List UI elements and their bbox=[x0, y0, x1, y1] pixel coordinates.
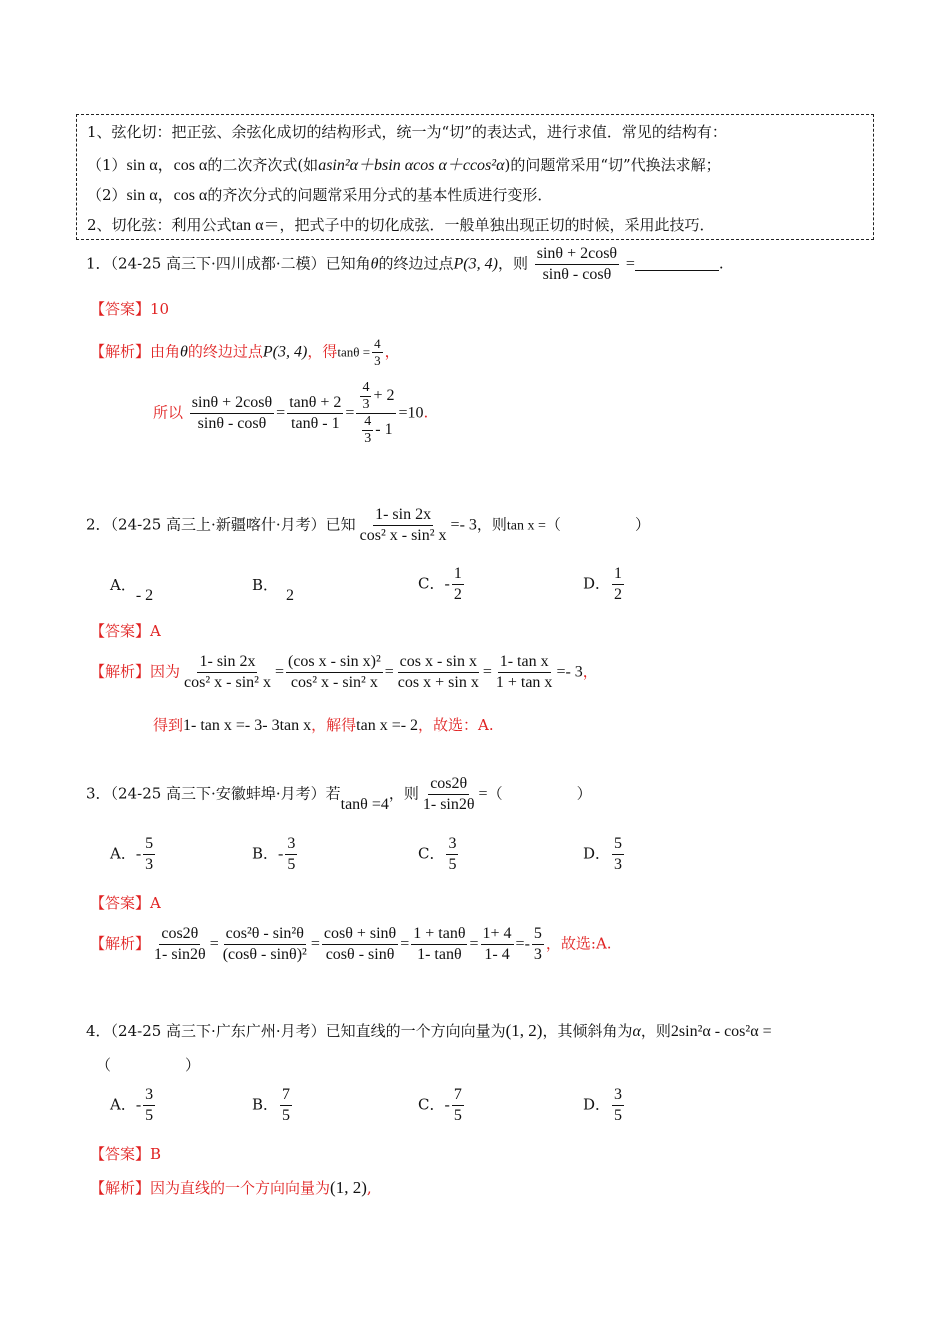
q4-vector: (1, 2) bbox=[505, 1021, 543, 1040]
q3-equals: = bbox=[478, 785, 488, 803]
q2-answer bbox=[90, 620, 161, 641]
q4-option-b-label: B． bbox=[252, 1095, 279, 1114]
q4-expression: 2sin²α - cos²α = bbox=[670, 1023, 772, 1040]
q2-analysis-label: 【解析】 bbox=[90, 662, 151, 681]
summary-text-3a: （2） bbox=[87, 186, 127, 204]
q4-answer-value: B bbox=[150, 1145, 162, 1163]
q4-option-a-den: 5 bbox=[145, 1107, 154, 1124]
q4-option-d-den: 5 bbox=[614, 1107, 623, 1124]
q1-dot: . bbox=[718, 254, 724, 273]
q2-option-a-label: A． bbox=[110, 576, 136, 594]
q3-sol-frac-1 bbox=[152, 924, 208, 965]
q4-option-c-frac bbox=[452, 1085, 464, 1126]
q3-sol-frac-5 bbox=[481, 924, 514, 965]
q2-sol-frac1-num: 1- sin 2x bbox=[197, 652, 257, 673]
q4-option-c[interactable] bbox=[418, 1085, 466, 1126]
q1-analysis-label: 【解析】 bbox=[90, 342, 151, 361]
q2-source: （24-25 高三上·新疆喀什·月考） bbox=[110, 515, 326, 534]
q4-stem-line-2 bbox=[96, 1054, 200, 1075]
q3-tan: tanθ =4 bbox=[340, 795, 389, 813]
q1-sol-eq-2: = bbox=[345, 404, 355, 422]
q4-sol-comma: , bbox=[366, 1179, 372, 1197]
q3-sol-eq-neg: =- bbox=[515, 935, 530, 953]
q4-answer bbox=[90, 1143, 161, 1164]
q3-sol-eq-2: = bbox=[310, 935, 320, 953]
q4-text-a: 已知直线的一个方向向量为 bbox=[325, 1022, 506, 1040]
q2-answer-value: A bbox=[150, 622, 161, 640]
q1-sol-text-c: ，得 bbox=[307, 342, 338, 361]
q4-sol-text: 因为直线的一个方向向量为 bbox=[150, 1179, 331, 1197]
q1-sol-complex-den bbox=[358, 414, 394, 447]
q3-source: （24-25 高三下·安徽蚌埠·月考） bbox=[110, 784, 326, 803]
q3-paren-left: （ bbox=[487, 784, 503, 803]
q2-option-b-value: 2 bbox=[286, 587, 295, 604]
q4-option-c-num: 7 bbox=[452, 1085, 464, 1106]
q2-option-d-label: D． bbox=[583, 574, 611, 593]
q3-option-c-num: 3 bbox=[446, 834, 458, 855]
q4-solution bbox=[90, 1177, 372, 1198]
q3-sol-frac-3 bbox=[322, 924, 398, 965]
q2-sol-eq-2: = bbox=[384, 663, 394, 681]
q3-answer bbox=[90, 892, 161, 913]
q2-sol-eq-b: tan x =- 2 bbox=[356, 717, 419, 734]
q2-sol-value: =- 3 bbox=[556, 663, 583, 681]
q3-sol-frac4-num: 1 + tanθ bbox=[411, 924, 467, 945]
q1-sol-complex-num bbox=[356, 380, 396, 414]
q4-option-b-den: 5 bbox=[282, 1107, 291, 1124]
q3-option-d[interactable] bbox=[583, 834, 626, 875]
q2-option-c-den: 2 bbox=[453, 586, 462, 603]
q3-option-c[interactable] bbox=[418, 834, 460, 875]
summary-math-4a: tan α＝ bbox=[231, 217, 280, 234]
q1-text-c: ，则 bbox=[497, 254, 528, 273]
q2-answer-label: 【答案】 bbox=[90, 622, 151, 640]
q2-option-d-num: 1 bbox=[612, 564, 624, 585]
q2-fraction bbox=[358, 505, 449, 546]
summary-text-2b: 的二次齐次式(如 bbox=[207, 156, 319, 174]
q3-answer-label: 【答案】 bbox=[90, 894, 151, 912]
q4-option-c-sign: - bbox=[444, 1096, 450, 1114]
q1-sol-frac2-num: tanθ + 2 bbox=[287, 393, 343, 414]
q4-option-c-label: C． bbox=[418, 1095, 445, 1114]
q1-sol-tan: tanθ = bbox=[337, 344, 371, 360]
q1-frac-den: sinθ - cosθ bbox=[542, 266, 612, 283]
q2-option-a-value: - 2 bbox=[135, 587, 154, 604]
q1-stem bbox=[86, 244, 724, 285]
q4-paren-right: ） bbox=[185, 1056, 201, 1074]
q1-sol-comma: ， bbox=[384, 342, 400, 361]
summary-line-3 bbox=[87, 182, 552, 205]
q3-text-b: ，则 bbox=[388, 784, 419, 803]
q2-option-d[interactable] bbox=[583, 564, 626, 605]
q3-sol-frac-2 bbox=[221, 924, 309, 965]
q4-option-a[interactable] bbox=[110, 1085, 157, 1126]
q3-answer-value: A bbox=[150, 894, 161, 912]
q1-inner-top-den: 3 bbox=[362, 397, 370, 412]
q4-number: 4． bbox=[86, 1022, 111, 1040]
q1-inner-top-num: 4 bbox=[362, 380, 370, 395]
q2-sol-frac4-num: 1- tan x bbox=[498, 652, 551, 673]
q2-option-d-den: 2 bbox=[614, 586, 623, 603]
q1-answer-blank bbox=[635, 270, 719, 271]
q3-option-c-frac bbox=[446, 834, 458, 875]
q3-option-a-label: A． bbox=[110, 844, 136, 863]
q3-sol-frac3-den: cosθ - sinθ bbox=[325, 946, 395, 963]
q2-option-c-num: 1 bbox=[452, 564, 464, 585]
q2-frac-num: 1- sin 2x bbox=[373, 505, 433, 526]
q4-option-d-label: D． bbox=[583, 1095, 611, 1114]
q1-sol-frac-2 bbox=[287, 393, 343, 434]
q3-sol-frac6-num: 5 bbox=[532, 924, 544, 945]
q2-text-b: ，则 bbox=[476, 515, 507, 534]
q2-value: =- 3 bbox=[450, 516, 477, 534]
q1-sol-inner-frac-bottom bbox=[362, 414, 373, 447]
q1-text-b: 的终边过点 bbox=[378, 254, 454, 273]
q2-option-c-sign: - bbox=[444, 575, 450, 593]
q2-sol-frac3-den: cos x + sin x bbox=[397, 674, 479, 691]
q3-text-a: 若 bbox=[325, 784, 341, 803]
q1-sol-frac1-num: sinθ + 2cosθ bbox=[190, 393, 274, 414]
q3-option-b[interactable] bbox=[252, 834, 299, 875]
q1-sol-frac-1 bbox=[190, 393, 274, 434]
q1-sol-frac1-den: sinθ - cosθ bbox=[197, 415, 267, 432]
q3-option-d-num: 5 bbox=[612, 834, 624, 855]
q4-option-a-frac bbox=[143, 1085, 155, 1126]
q3-analysis-label: 【解析】 bbox=[90, 934, 151, 953]
q2-sol-frac3-num: cos x - sin x bbox=[398, 652, 479, 673]
q1-sol-point: P(3, 4) bbox=[262, 343, 308, 361]
summary-text-4a: 2、切化弦：利用公式 bbox=[87, 216, 232, 234]
q2-sol-frac-3 bbox=[396, 652, 481, 693]
q3-sol-eq-1: = bbox=[209, 935, 219, 953]
q1-inner-plus: + 2 bbox=[373, 387, 395, 405]
q3-sol-frac6-den: 3 bbox=[533, 946, 542, 963]
q1-sol-text-a: 由角 bbox=[150, 342, 181, 361]
q1-inner-bot-den: 3 bbox=[364, 431, 372, 446]
q4-text-c: ，则 bbox=[640, 1022, 671, 1040]
q2-sol-frac-4 bbox=[494, 652, 555, 693]
q1-sol-theta: θ bbox=[180, 343, 188, 361]
summary-math-2b: asin²α＋bsin αcos α＋ccos²α bbox=[318, 157, 505, 174]
q4-answer-label: 【答案】 bbox=[90, 1145, 151, 1163]
q3-sol-frac3-num: cosθ + sinθ bbox=[322, 924, 398, 945]
q2-text-a: 已知 bbox=[325, 515, 356, 534]
q2-sol-comma: ， bbox=[582, 662, 598, 681]
q2-solution-line-2 bbox=[153, 714, 494, 735]
q4-alpha: α bbox=[632, 1023, 641, 1040]
q3-option-d-label: D． bbox=[583, 844, 611, 863]
q3-sol-frac4-den: 1- tanθ bbox=[417, 946, 462, 963]
q4-option-a-label: A． bbox=[110, 1095, 136, 1114]
q1-point: P(3, 4) bbox=[453, 255, 498, 273]
q1-theta: θ bbox=[370, 255, 379, 273]
q2-sol-frac2-den: cos² x - sin² x bbox=[290, 674, 378, 691]
q1-answer-value: 10 bbox=[150, 300, 170, 318]
q1-sol-tan-num: 4 bbox=[374, 336, 381, 351]
q3-solution bbox=[90, 924, 612, 965]
q4-text-b: ，其倾斜角为 bbox=[542, 1022, 633, 1040]
q3-option-b-den: 5 bbox=[287, 856, 296, 873]
q2-option-b[interactable] bbox=[252, 574, 295, 604]
q1-sol-result: =10 bbox=[398, 404, 424, 422]
q3-frac-num: cos2θ bbox=[428, 774, 469, 795]
q4-option-b-num: 7 bbox=[280, 1085, 292, 1106]
q3-sol-frac1-den: 1- sin2θ bbox=[154, 946, 206, 963]
q3-option-d-den: 3 bbox=[614, 856, 623, 873]
q3-stem bbox=[86, 774, 592, 815]
summary-text-4b: ，把式子中的切化成弦．一般单独出现正切的时候，采用此技巧． bbox=[279, 216, 715, 234]
q4-analysis-label: 【解析】 bbox=[90, 1179, 151, 1197]
method-summary-box bbox=[76, 114, 874, 240]
q4-option-d-num: 3 bbox=[612, 1085, 624, 1106]
q3-option-c-label: C． bbox=[418, 844, 445, 863]
q1-answer bbox=[90, 298, 169, 319]
q3-sol-frac-4 bbox=[411, 924, 467, 965]
q2-tan: tan x = bbox=[506, 518, 546, 534]
q1-frac-num: sinθ + 2cosθ bbox=[535, 244, 619, 265]
summary-math-2a: sin α，cos α bbox=[126, 157, 208, 174]
q3-option-a-frac bbox=[143, 834, 155, 875]
q2-sol-eq-1: = bbox=[274, 663, 284, 681]
summary-text-2a: （1） bbox=[87, 156, 127, 174]
q3-sol-eq-3: = bbox=[400, 935, 410, 953]
summary-text-3b: 的齐次分式的问题常采用分式的基本性质进行变形． bbox=[207, 186, 553, 204]
q1-sol-complex-frac bbox=[356, 380, 396, 447]
q2-number: 2． bbox=[86, 515, 111, 534]
q4-option-d[interactable] bbox=[583, 1085, 626, 1126]
q2-sol-frac1-den: cos² x - sin² x bbox=[184, 674, 271, 691]
q1-fraction bbox=[535, 244, 619, 285]
q3-frac-den: 1- sin2θ bbox=[422, 796, 475, 813]
q3-sol-frac-6 bbox=[532, 924, 544, 965]
summary-line-2 bbox=[87, 152, 721, 175]
q1-number: 1． bbox=[86, 254, 111, 273]
q1-sol-inner-frac-top bbox=[360, 380, 371, 413]
summary-line-4 bbox=[87, 212, 715, 235]
q2-option-a[interactable] bbox=[110, 574, 154, 604]
q1-answer-label: 【答案】 bbox=[90, 300, 151, 318]
q1-sol-tan-den: 3 bbox=[374, 353, 381, 368]
q1-solution-line-2 bbox=[153, 380, 428, 447]
q3-sol-choose: ，故选:A. bbox=[545, 934, 612, 953]
q4-option-b-frac bbox=[280, 1085, 292, 1126]
q3-paren-right: ） bbox=[576, 784, 592, 803]
q3-option-a-den: 3 bbox=[145, 856, 154, 873]
q2-solution-line-1 bbox=[90, 652, 598, 693]
q2-sol-choose: ，故选：A. bbox=[418, 716, 494, 734]
q1-source: （24-25 高三下·四川成都·二模） bbox=[110, 254, 326, 273]
q2-sol-solve: ，解得 bbox=[311, 716, 357, 734]
q2-sol-got: 得到 bbox=[153, 716, 184, 734]
q2-sol-frac-2 bbox=[286, 652, 383, 693]
q1-solution-line-1 bbox=[90, 336, 400, 369]
q3-sol-frac2-num: cos²θ - sin²θ bbox=[224, 924, 306, 945]
q2-sol-frac2-num: (cos x - sin x)² bbox=[286, 652, 383, 673]
q3-number: 3． bbox=[86, 784, 111, 803]
q2-option-c[interactable] bbox=[418, 564, 466, 605]
q1-sol-frac2-den: tanθ - 1 bbox=[291, 415, 340, 432]
q2-option-c-label: C． bbox=[418, 574, 445, 593]
q3-option-b-sign: - bbox=[278, 845, 284, 863]
summary-math-3a: sin α，cos α bbox=[126, 187, 208, 204]
q3-sol-frac5-den: 1- 4 bbox=[484, 946, 510, 963]
q4-stem-line-1 bbox=[86, 1020, 772, 1041]
q2-paren-left: （ bbox=[545, 515, 561, 534]
q1-equals: = bbox=[625, 255, 635, 273]
q2-frac-den: cos² x - sin² x bbox=[359, 527, 447, 544]
q1-inner-bot-num: 4 bbox=[364, 414, 372, 429]
q3-fraction bbox=[421, 774, 477, 815]
q3-option-a-num: 5 bbox=[143, 834, 155, 855]
q3-sol-frac5-num: 1+ 4 bbox=[481, 924, 514, 945]
q4-option-b[interactable] bbox=[252, 1085, 294, 1126]
q3-option-a[interactable] bbox=[110, 834, 157, 875]
q4-paren-left: （ bbox=[96, 1056, 112, 1074]
q2-sol-because: 因为 bbox=[150, 662, 181, 681]
q1-text-a: 已知角 bbox=[325, 254, 371, 273]
summary-line-1 bbox=[87, 121, 727, 142]
q1-inner-minus: - 1 bbox=[375, 421, 393, 439]
q3-option-a-sign: - bbox=[135, 845, 142, 863]
q1-sol-tan-frac bbox=[372, 336, 383, 369]
q1-sol-text-b: 的终边过点 bbox=[187, 342, 263, 361]
q2-stem bbox=[86, 505, 650, 546]
q3-sol-frac1-num: cos2θ bbox=[159, 924, 200, 945]
q2-sol-eq-a: 1- tan x =- 3- 3tan x bbox=[183, 717, 312, 734]
q2-option-d-frac bbox=[612, 564, 624, 605]
q3-option-b-frac bbox=[285, 834, 297, 875]
q3-sol-frac2-den: (cosθ - sinθ)² bbox=[222, 946, 307, 963]
q2-paren-right: ） bbox=[634, 515, 650, 534]
q4-option-d-frac bbox=[612, 1085, 624, 1126]
q1-sol-end: . bbox=[423, 403, 429, 422]
q2-sol-eq-3: = bbox=[482, 663, 492, 681]
q3-sol-eq-4: = bbox=[469, 935, 479, 953]
q3-option-b-num: 3 bbox=[285, 834, 297, 855]
q2-sol-frac4-den: 1 + tan x bbox=[495, 674, 553, 691]
summary-text-1: 1、弦化切：把正弦、余弦化成切的结构形式，统一为“切”的表达式，进行求值．常见的结构有： bbox=[87, 123, 727, 141]
q3-option-b-label: B． bbox=[252, 844, 279, 863]
summary-text-2c: )的问题常采用“切”代换法求解； bbox=[504, 156, 721, 174]
q4-option-a-num: 3 bbox=[143, 1085, 155, 1106]
q4-sol-vector: (1, 2) bbox=[330, 1178, 367, 1197]
q4-source: （24-25 高三下·广东广州·月考） bbox=[110, 1022, 326, 1040]
q1-sol-so: 所以 bbox=[153, 403, 184, 422]
q2-sol-frac-1 bbox=[182, 652, 273, 693]
q4-option-c-den: 5 bbox=[453, 1107, 462, 1124]
q1-sol-eq-1: = bbox=[276, 404, 286, 422]
q3-option-d-frac bbox=[612, 834, 624, 875]
q3-option-c-den: 5 bbox=[448, 856, 457, 873]
q2-option-c-frac bbox=[452, 564, 464, 605]
q4-option-a-sign: - bbox=[135, 1096, 142, 1114]
q2-option-b-label: B． bbox=[252, 576, 279, 594]
